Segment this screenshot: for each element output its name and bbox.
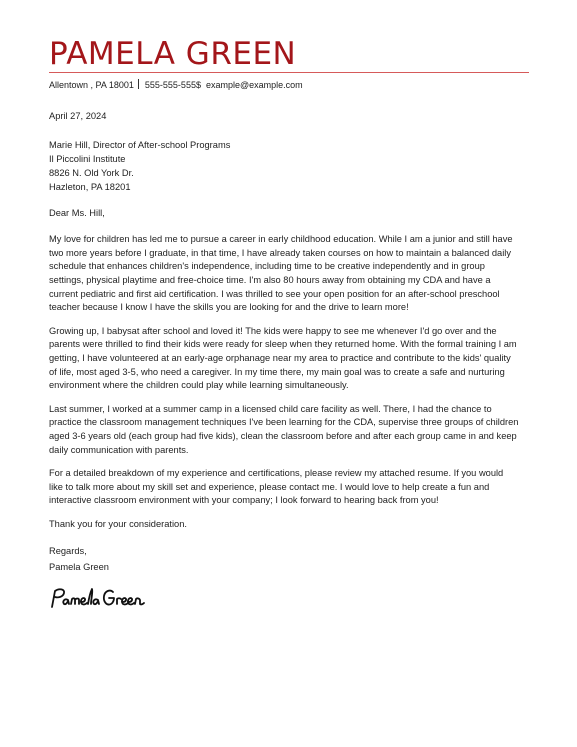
body-paragraph: For a detailed breakdown of my experience and certifications, please review my attached resume. If you would like to talk more about my skill set and experience, please contact me. I would love to help create a fun and interactive classroom environment with your company; I look forward to hearing back from you!: [49, 468, 504, 506]
closing-block: [49, 543, 519, 575]
recipient-address: [49, 138, 519, 194]
contact-separator: [138, 79, 139, 89]
closing: Regards,: [49, 546, 87, 557]
recipient-line: Il Piccolini Institute: [49, 153, 126, 164]
body-paragraph: My love for children has led me to pursue a career in early childhood education. While I am a junior and still have two more years before I graduate, in that time, I have already taken courses on how to maintain a balanced daily schedule that enhances children's independence, including time to be creative independently and in group settings, physical playtime and free-choice time. I'm also 80 hours away from obtaining my CDA and have a current pediatric and first aid certification. I was thrilled to see your open position for an after-school preschool teacher because I know I have the skills you are looking for and the drive to learn more!: [49, 234, 513, 313]
recipient-line: Marie Hill, Director of After-school Programs: [49, 139, 231, 150]
letter-date: April 27, 2024: [49, 111, 107, 121]
contact-phone: 555-555-555$: [144, 80, 201, 90]
body-paragraph: Last summer, I worked at a summer camp in a licensed child care facility as well. There, I had the chance to practice the classroom management techniques I've been learning for the CDA, supervise three groups of children aged 3-6 years old (each group had five kids), clean the classroom before and after each group came in and keep daily communication with parents.: [49, 403, 519, 455]
contact-email: example@example.com: [205, 80, 303, 90]
signoff-name: Pamela Green: [49, 562, 109, 573]
letter-header: [49, 36, 529, 91]
recipient-line: Hazleton, PA 18201: [49, 181, 131, 192]
thank-you-line: Thank you for your consideration.: [49, 518, 187, 529]
recipient-line: 8826 N. Old York Dr.: [49, 167, 134, 178]
letter-body: [49, 110, 519, 613]
contact-line: [49, 79, 529, 91]
salutation: Dear Ms. Hill,: [49, 207, 105, 218]
body-paragraph: Growing up, I babysat after school and loved it! The kids were happy to see me whenever I'd go over and the parents were thrilled to find their kids were ready for sleep when they returned home. With the formal training I am getting, I have volunteered at an early-age orphanage near my area to practice and contribute to the kids' quality of life, most aged 3-5, who need a caregiver. In my time there, my main goal was to create a safe and nurturing environment where the children could play while learning simultaneously.: [49, 325, 517, 391]
handwritten-signature: [49, 583, 519, 613]
applicant-name: PAMELA GREEN: [49, 36, 297, 72]
header-divider: [49, 72, 529, 73]
signature-graphic: [49, 583, 149, 613]
contact-location: Allentown , PA 18001: [49, 80, 134, 90]
